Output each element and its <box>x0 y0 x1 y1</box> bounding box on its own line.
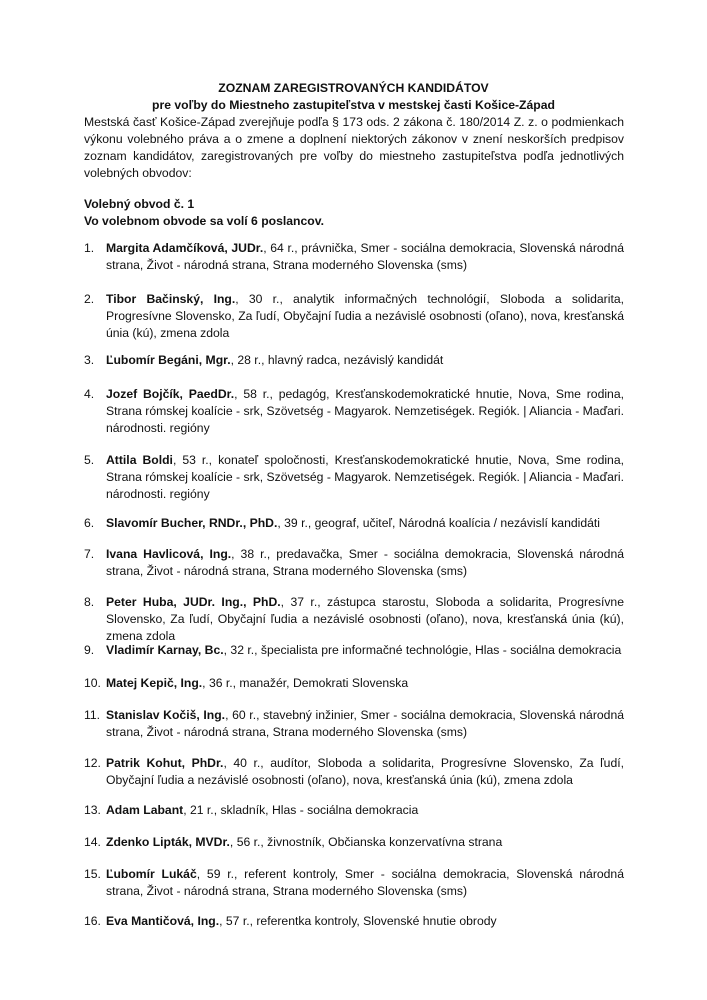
candidate-name: Matej Kepič, Ing. <box>106 676 203 690</box>
candidate-number: 6. <box>84 516 95 530</box>
candidate-number: 4. <box>84 387 95 401</box>
candidate-details: , 39 r., geograf, učiteľ, Národná koalícia / nezávislí kandidáti <box>277 516 601 530</box>
candidate-name: Margita Adamčíková, JUDr. <box>106 241 264 255</box>
candidate-item <box>84 240 624 274</box>
candidate-number: 14. <box>84 835 101 849</box>
candidate-number: 16. <box>84 914 101 928</box>
candidate-details: , 53 r., konateľ spoločnosti, Kresťanskodemokratické hnutie, Nova, Sme rodina, Strana rómskej koalície - srk, Szövetség - Magyarok. Nemzetiségek. Regiók. | Aliancia - Maďari. národnosti. regióny <box>106 453 624 501</box>
candidate-item <box>84 866 624 900</box>
candidate-details: , 58 r., pedagóg, Kresťanskodemokratické hnutie, Nova, Sme rodina, Strana rómskej koalície - srk, Szövetség - Magyarok. Nemzetiségek. Regiók. | Aliancia - Maďari. národnosti. regióny <box>106 387 624 435</box>
candidate-number: 2. <box>84 292 95 306</box>
candidate-number: 9. <box>84 643 95 657</box>
candidate-number: 12. <box>84 756 101 770</box>
candidate-item <box>84 802 624 819</box>
candidate-number: 8. <box>84 595 95 609</box>
candidate-name: Zdenko Lipták, MVDr. <box>106 835 230 849</box>
candidate-item <box>84 515 624 532</box>
candidate-item <box>84 386 624 437</box>
candidate-name: Tibor Bačinský, Ing. <box>106 292 236 306</box>
candidate-number: 3. <box>84 353 95 367</box>
candidate-details: , 40 r., audítor, Sloboda a solidarita, Progresívne Slovensko, Za ľudí, Obyčajní ľudia a nezávislé osobnosti (oľano), nova, kresťanská únia (kú), zmena zdola <box>106 756 624 787</box>
candidate-name: Ľubomír Lukáč <box>106 867 197 881</box>
candidate-number: 1. <box>84 241 95 255</box>
candidate-details: , 56 r., živnostník, Občianska konzervatívna strana <box>229 835 503 849</box>
candidate-details: , 36 r., manažér, Demokrati Slovenska <box>202 676 409 690</box>
document-subtitle: pre voľby do Miestneho zastupiteľstva v mestskej časti Košice-Západ <box>152 98 555 112</box>
candidate-name: Peter Huba, JUDr. Ing., PhD. <box>106 595 281 609</box>
candidate-item <box>84 755 624 789</box>
candidate-number: 11. <box>84 708 101 722</box>
candidate-details: , 64 r., právnička, Smer - sociálna demokracia, Slovenská národná strana, Život - národná strana, Strana moderného Slovenska (sms) <box>106 241 625 272</box>
candidate-details: , 57 r., referentka kontroly, Slovenské hnutie obrody <box>219 914 497 928</box>
candidate-item <box>84 594 624 645</box>
candidate-name: Eva Mantičová, Ing. <box>106 914 220 928</box>
candidate-item <box>84 642 624 659</box>
candidate-number: 7. <box>84 547 95 561</box>
candidate-details: , 37 r., zástupca starostu, Sloboda a solidarita, Progresívne Slovensko, Za ľudí, Obyčajní ľudia a nezávislé osobnosti (oľano), nova, kresťanská únia (kú), zmena zdola <box>106 595 624 643</box>
candidate-name: Patrik Kohut, PhDr. <box>106 756 224 770</box>
intro-paragraph: Mestská časť Košice-Západ zverejňuje podľa § 173 ods. 2 zákona č. 180/2014 Z. z. o podmienkach výkonu volebného práva a o zmene a doplnení niektorých zákonov v znení neskorších predpisov zoznam kandidátov, zaregistrovaných pre voľby do miestneho zastupiteľstva podľa jednotlivých volebných obvodov: <box>84 115 624 180</box>
candidate-item <box>84 546 624 580</box>
candidate-name: Attila Boldi <box>106 453 173 467</box>
candidate-item <box>84 913 624 930</box>
candidate-number: 15. <box>84 867 101 881</box>
candidate-number: 13. <box>84 803 101 817</box>
candidate-name: Jozef Bojčík, PaedDr. <box>106 387 235 401</box>
candidate-item <box>84 675 624 692</box>
candidate-number: 5. <box>84 453 95 467</box>
candidate-name: Ivana Havlicová, Ing. <box>106 547 232 561</box>
candidate-item <box>84 834 624 851</box>
candidate-name: Stanislav Kočiš, Ing. <box>106 708 226 722</box>
candidate-details: , 59 r., referent kontroly, Smer - sociálna demokracia, Slovenská národná strana, Život - národná strana, Strana moderného Slovenska (sms) <box>106 867 624 898</box>
candidate-details: , 30 r., analytik informačných technológií, Sloboda a solidarita, Progresívne Slovensko, Za ľudí, Obyčajní ľudia a nezávislé osobnosti (oľano), nova, kresťanská únia (kú), zmena zdola <box>106 292 624 340</box>
candidate-item <box>84 291 624 342</box>
document-title: ZOZNAM ZAREGISTROVANÝCH KANDIDÁTOV <box>218 81 489 95</box>
candidate-item <box>84 352 624 369</box>
candidate-details: , 38 r., predavačka, Smer - sociálna demokracia, Slovenská národná strana, Život - národná strana, Strana moderného Slovenska (sms) <box>106 547 624 578</box>
candidate-number: 10. <box>84 676 101 690</box>
candidate-name: Ľubomír Begáni, Mgr. <box>106 353 231 367</box>
candidate-item <box>84 452 624 503</box>
candidate-name: Vladimír Karnay, Bc. <box>106 643 224 657</box>
district-seats-note: Vo volebnom obvode sa volí 6 poslancov. <box>84 214 324 228</box>
candidate-name: Slavomír Bucher, RNDr., PhD. <box>106 516 278 530</box>
candidate-item <box>84 707 624 741</box>
district-heading: Volebný obvod č. 1 <box>84 197 195 211</box>
candidate-details: , 32 r., špecialista pre informačné technológie, Hlas - sociálna demokracia <box>223 643 622 657</box>
candidate-details: , 21 r., skladník, Hlas - sociálna demokracia <box>183 803 419 817</box>
candidate-details: , 60 r., stavebný inžinier, Smer - sociálna demokracia, Slovenská národná strana, Život - národná strana, Strana moderného Slovenska (sms) <box>106 708 625 739</box>
candidate-name: Adam Labant <box>106 803 184 817</box>
candidate-details: , 28 r., hlavný radca, nezávislý kandidát <box>230 353 444 367</box>
